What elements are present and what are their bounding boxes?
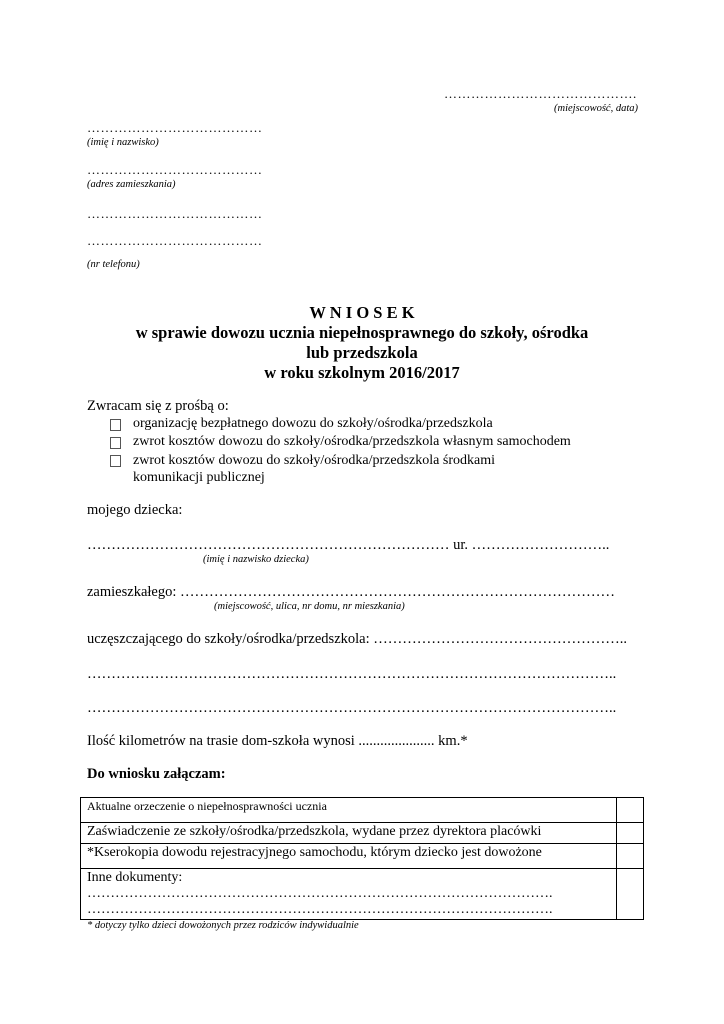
- table-row: [81, 869, 644, 920]
- option-own-car-refund[interactable]: [110, 434, 571, 450]
- request-intro: Zwracam się z prośbą o:: [87, 398, 229, 414]
- checkbox-icon[interactable]: [110, 419, 121, 431]
- document-subtitle-2: lub przedszkola: [306, 343, 418, 362]
- name-caption: (imię i nazwisko): [87, 137, 159, 148]
- school-field-line-3[interactable]: ………………………………………………………………………………………………..: [87, 700, 617, 716]
- attachment-checkbox[interactable]: [617, 798, 644, 823]
- other-documents-label: Inne dokumenty:: [87, 870, 183, 885]
- other-documents-field-2[interactable]: ……………………………………………………………………………………….: [87, 902, 553, 917]
- other-documents-field-1[interactable]: ……………………………………………………………………………………….: [87, 886, 553, 901]
- attachment-checkbox[interactable]: [617, 869, 644, 920]
- document-subtitle-1: w sprawie dowozu ucznia niepełnosprawnego do szkoły, ośrodka: [135, 323, 589, 342]
- attachment-other: [81, 869, 617, 920]
- table-row: [81, 844, 644, 869]
- option-label: zwrot kosztów dowozu do szkoły/ośrodka/przedszkola własnym samochodem: [133, 434, 571, 449]
- phone-caption: (nr telefonu): [87, 259, 140, 270]
- document-title: W N I O S E K: [309, 303, 415, 322]
- document-subtitle-3: w roku szkolnym 2016/2017: [264, 363, 460, 382]
- kilometers-field[interactable]: Ilość kilometrów na trasie dom-szkoła wynosi ..................... km.*: [87, 733, 468, 749]
- table-row: [81, 798, 644, 823]
- attachment-label: Aktualne orzeczenie o niepełnosprawności ucznia: [81, 798, 617, 823]
- name-field[interactable]: …………………………………: [87, 120, 263, 135]
- place-date-caption: (miejscowość, data): [554, 103, 638, 114]
- option-label: organizację bezpłatnego dowozu do szkoły/ośrodka/przedszkola: [133, 416, 493, 431]
- child-name-caption: (imię i nazwisko dziecka): [203, 554, 309, 565]
- address-field-2[interactable]: …………………………………: [87, 206, 263, 221]
- checkbox-icon[interactable]: [110, 455, 121, 467]
- table-row: [81, 823, 644, 844]
- school-field-line-2[interactable]: ………………………………………………………………………………………………..: [87, 666, 617, 682]
- place-date-field[interactable]: …………………………………….: [444, 86, 637, 101]
- option-public-transport-refund[interactable]: [110, 452, 510, 486]
- option-label: zwrot kosztów dowozu do szkoły/ośrodka/przedszkola środkami komunikacji publicznej: [133, 453, 495, 485]
- address-caption: (adres zamieszkania): [87, 179, 176, 190]
- option-free-transport[interactable]: [110, 416, 493, 432]
- child-residence-caption: (miejscowość, ulica, nr domu, nr mieszkania): [214, 601, 405, 612]
- phone-field[interactable]: …………………………………: [87, 233, 263, 248]
- attachments-heading: Do wniosku załączam:: [87, 766, 226, 782]
- checkbox-icon[interactable]: [110, 437, 121, 449]
- attachments-table: [80, 797, 644, 920]
- school-field[interactable]: uczęszczającego do szkoły/ośrodka/przedszkola: ……………………………………………..: [87, 631, 627, 647]
- attachment-label: Zaświadczenie ze szkoły/ośrodka/przedszkola, wydane przez dyrektora placówki: [81, 823, 617, 844]
- footnote: * dotyczy tylko dzieci dowożonych przez rodziców indywidualnie: [87, 920, 359, 931]
- child-label: mojego dziecka:: [87, 502, 183, 518]
- child-residence-field[interactable]: zamieszkałego: ………………………………………………………………………………: [87, 584, 615, 600]
- attachment-checkbox[interactable]: [617, 823, 644, 844]
- attachment-checkbox[interactable]: [617, 844, 644, 869]
- child-name-field[interactable]: ………………………………………………………………… ur. ………………………..: [87, 537, 610, 553]
- attachment-label: *Kserokopia dowodu rejestracyjnego samochodu, którym dziecko jest dowożone: [81, 844, 617, 869]
- address-field-1[interactable]: …………………………………: [87, 162, 263, 177]
